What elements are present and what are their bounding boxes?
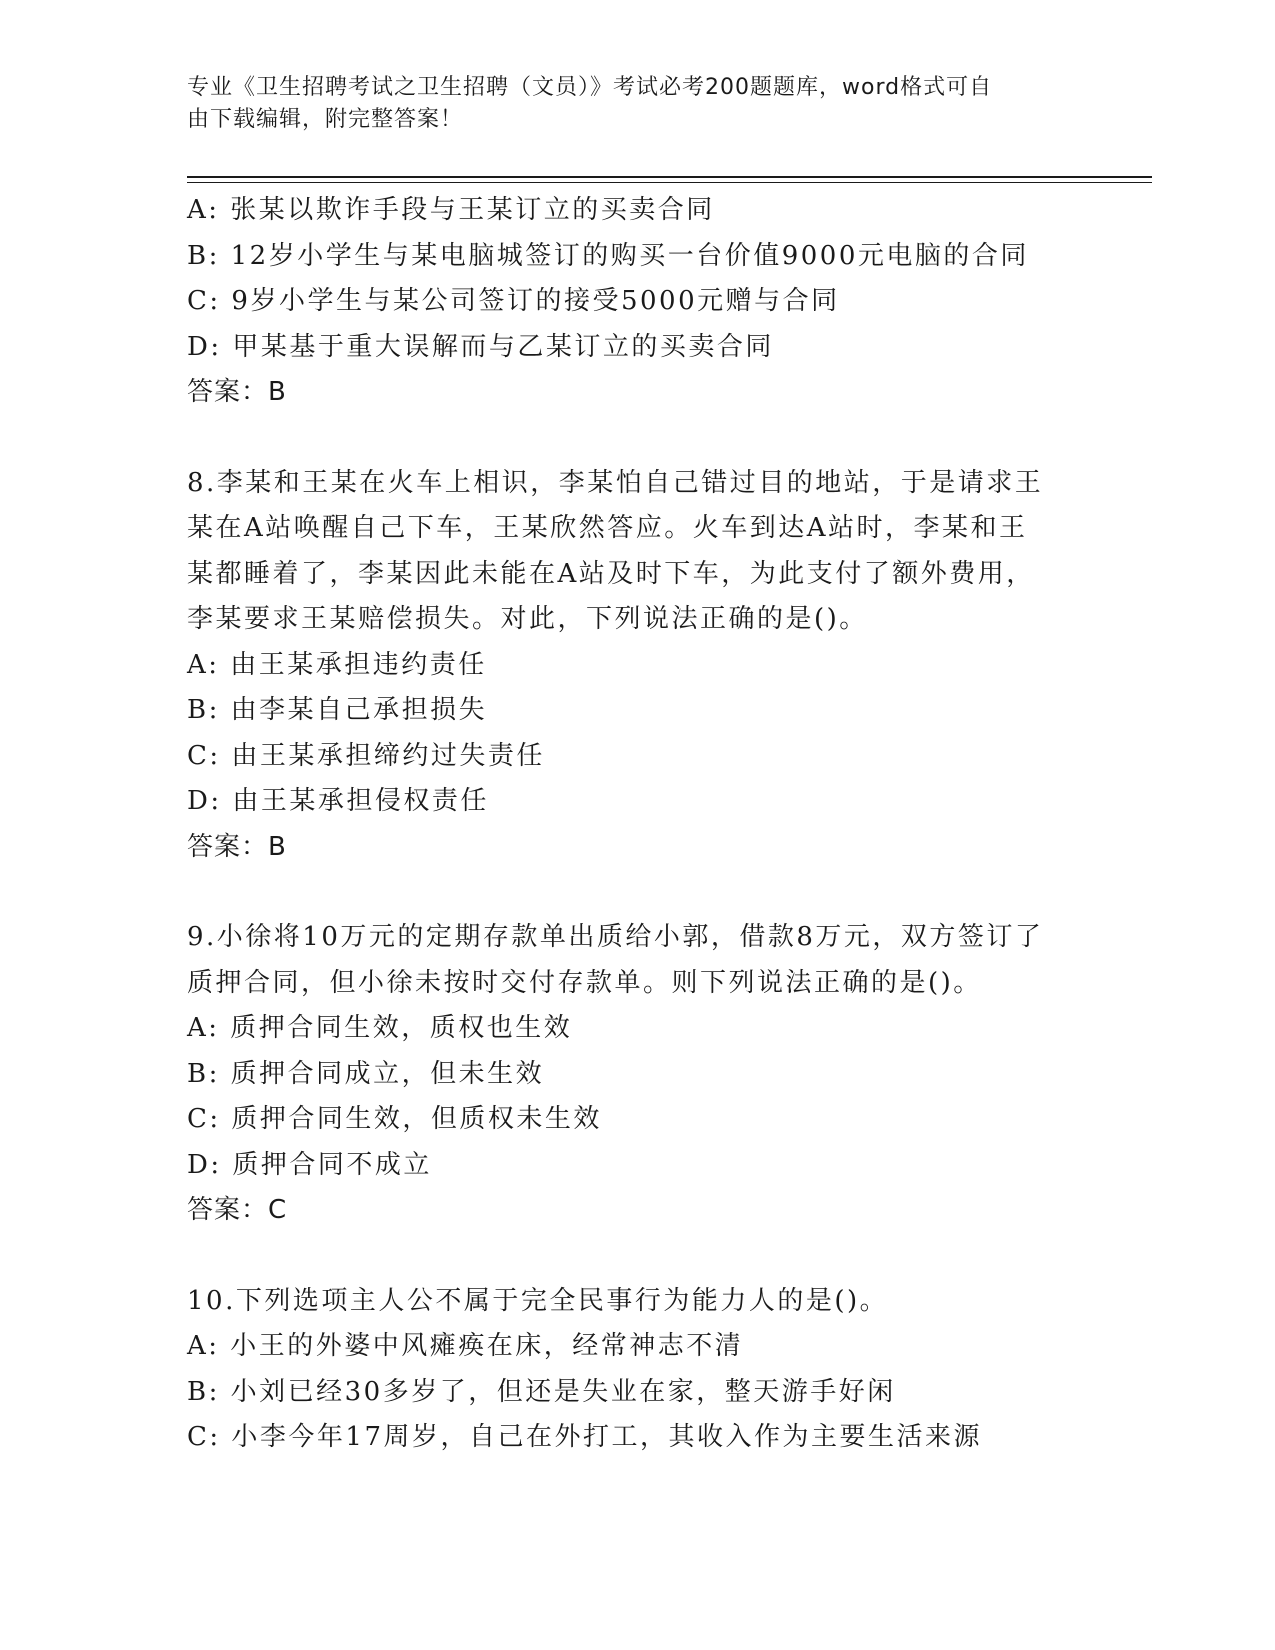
answer: 答案：B — [187, 831, 287, 862]
question-stem-line: 10.下列选项主人公不属于完全民事行为能力人的是()。 — [187, 1285, 889, 1316]
question-spacer — [187, 416, 1087, 461]
option-d: D: 质押合同不成立 — [187, 1149, 432, 1180]
question-10 — [187, 1279, 1087, 1461]
question-stem-line: 9.小徐将10万元的定期存款单出质给小郭，借款8万元，双方签订了 — [187, 922, 1044, 952]
question-stem-line: 李某要求王某赔偿损失。对此，下列说法正确的是()。 — [187, 604, 868, 634]
document-header — [187, 72, 1067, 136]
header-divider-thick — [187, 176, 1152, 178]
question-9 — [187, 915, 1087, 1234]
header-line-2: 由下载编辑，附完整答案！ — [187, 107, 464, 132]
question-7 — [187, 188, 1087, 416]
answer: 答案：B — [187, 377, 287, 407]
question-spacer — [187, 1234, 1087, 1279]
option-d: D: 由王某承担侵权责任 — [187, 786, 489, 816]
question-stem-line: 8.李某和王某在火车上相识，李某怕自己错过目的地站，于是请求王 — [187, 467, 1044, 498]
option-c: C: 9岁小学生与某公司签订的接受5000元赠与合同 — [187, 286, 840, 316]
question-stem-line: 某在A站唤醒自己下车，王某欣然答应。火车到达A站时，李某和王 — [187, 513, 1028, 543]
question-stem-line: 某都睡着了，李某因此未能在A站及时下车，为此支付了额外费用， — [187, 558, 1035, 589]
answer: 答案：C — [187, 1195, 288, 1225]
option-b: B: 由李某自己承担损失 — [187, 695, 488, 725]
question-list — [187, 188, 1087, 1461]
question-8 — [187, 461, 1087, 871]
option-c: C: 由王某承担缔约过失责任 — [187, 740, 545, 771]
option-d: D: 甲某基于重大误解而与乙某订立的买卖合同 — [187, 331, 774, 362]
option-a: A: 张某以欺诈手段与王某订立的买卖合同 — [187, 195, 715, 225]
option-b: B: 小刘已经30多岁了，但还是失业在家，整天游手好闲 — [187, 1376, 896, 1407]
option-c: C: 小李今年17周岁，自己在外打工，其收入作为主要生活来源 — [187, 1422, 983, 1452]
question-stem-line: 质押合同，但小徐未按时交付存款单。则下列说法正确的是()。 — [187, 967, 982, 998]
option-b: B: 12岁小学生与某电脑城签订的购买一台价值9000元电脑的合同 — [187, 240, 1029, 271]
option-a: A: 小王的外婆中风瘫痪在床，经常神志不清 — [187, 1331, 744, 1361]
question-spacer — [187, 870, 1087, 915]
header-line-1: 专业《卫生招聘考试之卫生招聘（文员）》考试必考200题题库，word格式可自 — [187, 75, 993, 100]
option-c: C: 质押合同生效，但质权未生效 — [187, 1104, 602, 1134]
option-a: A: 质押合同生效，质权也生效 — [187, 1013, 573, 1043]
header-divider-thin — [187, 182, 1152, 183]
option-a: A: 由王某承担违约责任 — [187, 649, 487, 680]
option-b: B: 质押合同成立，但未生效 — [187, 1058, 545, 1089]
